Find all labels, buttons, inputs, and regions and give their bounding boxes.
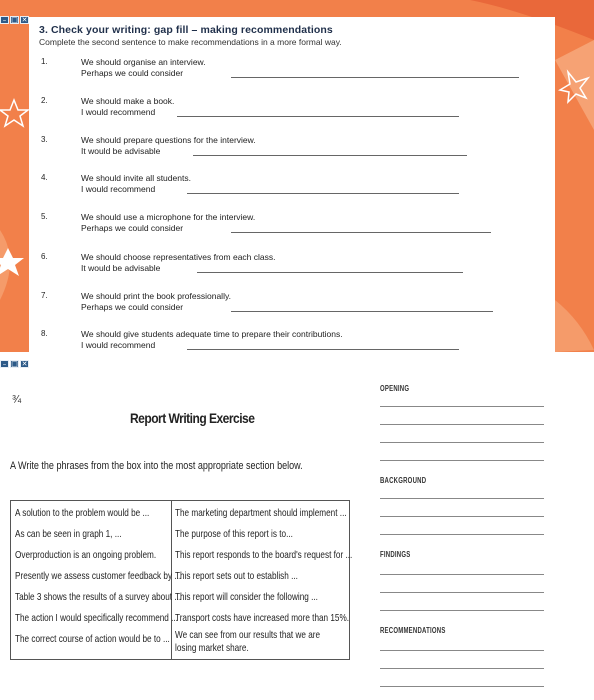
background-swoosh-right [555, 40, 594, 130]
writing-line[interactable] [380, 534, 544, 535]
section-heading-findings: FINDINGS [380, 550, 411, 559]
item-prompt: It would be advisable [81, 263, 161, 273]
item-number: 5. [41, 212, 48, 221]
writing-line[interactable] [380, 668, 544, 669]
maximize-button[interactable]: □ [11, 360, 18, 368]
report-instruction: A Write the phrases from the box into the most appropriate section below. [10, 460, 303, 472]
writing-line[interactable] [380, 424, 544, 425]
report-title: Report Writing Exercise [130, 410, 255, 426]
maximize-button[interactable]: □ [11, 16, 18, 24]
item-sentence: We should prepare questions for the interview. [81, 135, 256, 145]
window-controls [0, 16, 29, 24]
phrase-item: This report will consider the following ... [175, 591, 318, 603]
item-number: 3. [41, 135, 48, 144]
answer-blank[interactable] [231, 77, 519, 78]
writing-line[interactable] [380, 686, 544, 687]
writing-line[interactable] [380, 650, 544, 651]
phrase-item: The purpose of this report is to... [175, 528, 293, 540]
section-heading-opening: OPENING [380, 384, 410, 393]
close-button[interactable]: ✕ [21, 360, 28, 368]
exercise-item [37, 135, 547, 163]
writing-line[interactable] [380, 610, 544, 611]
answer-blank[interactable] [187, 349, 459, 350]
phrase-item: Presently we assess customer feedback by ... [15, 570, 182, 582]
close-button[interactable]: ✕ [21, 16, 28, 24]
phrase-item: Overproduction is an ongoing problem. [15, 549, 157, 561]
item-prompt: Perhaps we could consider [81, 68, 184, 78]
report-exercise-page [0, 368, 594, 700]
item-number: 8. [41, 329, 48, 338]
item-prompt: Perhaps we could consider [81, 302, 184, 312]
item-sentence: We should use a microphone for the interview. [81, 212, 256, 222]
answer-blank[interactable] [187, 193, 459, 194]
item-prompt: I would recommend [81, 107, 156, 117]
phrase-item: This report sets out to establish ... [175, 570, 298, 582]
item-sentence: We should organise an interview. [81, 57, 206, 67]
answer-blank[interactable] [193, 155, 467, 156]
item-number: 4. [41, 173, 48, 182]
exercise-item [37, 252, 547, 280]
item-sentence: We should print the book professionally. [81, 291, 231, 301]
writing-line[interactable] [380, 442, 544, 443]
phrase-item: The correct course of action would be to ... [15, 633, 170, 645]
item-sentence: We should choose representatives from each class. [81, 252, 276, 262]
answer-blank[interactable] [231, 311, 493, 312]
writing-line[interactable] [380, 406, 544, 407]
writing-line[interactable] [380, 592, 544, 593]
report-sections [380, 368, 546, 700]
star-outline-icon [0, 100, 28, 126]
item-number: 7. [41, 291, 48, 300]
exercise-item [37, 96, 547, 124]
page-mark: ¾ [12, 394, 22, 406]
section-heading-background: BACKGROUND [380, 476, 427, 485]
answer-blank[interactable] [197, 272, 463, 273]
item-sentence: We should give students adequate time to prepare their contributions. [81, 329, 343, 339]
phrase-item: The action I would specifically recommend ... [15, 612, 178, 624]
item-number: 2. [41, 96, 48, 105]
phrase-item: As can be seen in graph 1, ... [15, 528, 122, 540]
item-prompt: It would be advisable [81, 146, 161, 156]
answer-blank[interactable] [177, 116, 459, 117]
writing-line[interactable] [380, 460, 544, 461]
phrase-item: Transport costs have increased more than 15%. [175, 612, 350, 624]
item-prompt: I would recommend [81, 184, 156, 194]
exercise-item [37, 57, 547, 85]
worksheet-title: 3. Check your writing: gap fill – making recommendations [39, 24, 333, 36]
phrase-box [10, 500, 353, 660]
item-sentence: We should make a book. [81, 96, 175, 106]
item-prompt: I would recommend [81, 340, 156, 350]
phrase-item: The marketing department should implement ... [175, 507, 347, 519]
phrase-item: Table 3 shows the results of a survey about ... [15, 591, 182, 603]
minimize-button[interactable]: – [0, 360, 9, 368]
phrase-item: A solution to the problem would be ... [15, 507, 150, 519]
section-heading-recommendations: RECOMMENDATIONS [380, 626, 446, 635]
worksheet-instruction: Complete the second sentence to make recommendations in a more formal way. [39, 37, 342, 47]
gap-fill-worksheet [29, 17, 555, 352]
minimize-button[interactable]: – [0, 16, 9, 24]
exercise-item [37, 212, 547, 240]
exercise-item [37, 329, 547, 352]
window-controls [0, 360, 29, 368]
writing-line[interactable] [380, 498, 544, 499]
background-swoosh-bottom [555, 300, 594, 352]
exercise-item [37, 291, 547, 319]
writing-line[interactable] [380, 574, 544, 575]
writing-line[interactable] [380, 516, 544, 517]
item-number: 1. [41, 57, 48, 66]
item-sentence: We should invite all students. [81, 173, 191, 183]
answer-blank[interactable] [231, 232, 491, 233]
phrase-item: This report responds to the board's request for ... [175, 549, 353, 561]
item-number: 6. [41, 252, 48, 261]
item-prompt: Perhaps we could consider [81, 223, 184, 233]
exercise-item [37, 173, 547, 201]
phrase-item: We can see from our results that we are losing market share. [175, 629, 321, 654]
